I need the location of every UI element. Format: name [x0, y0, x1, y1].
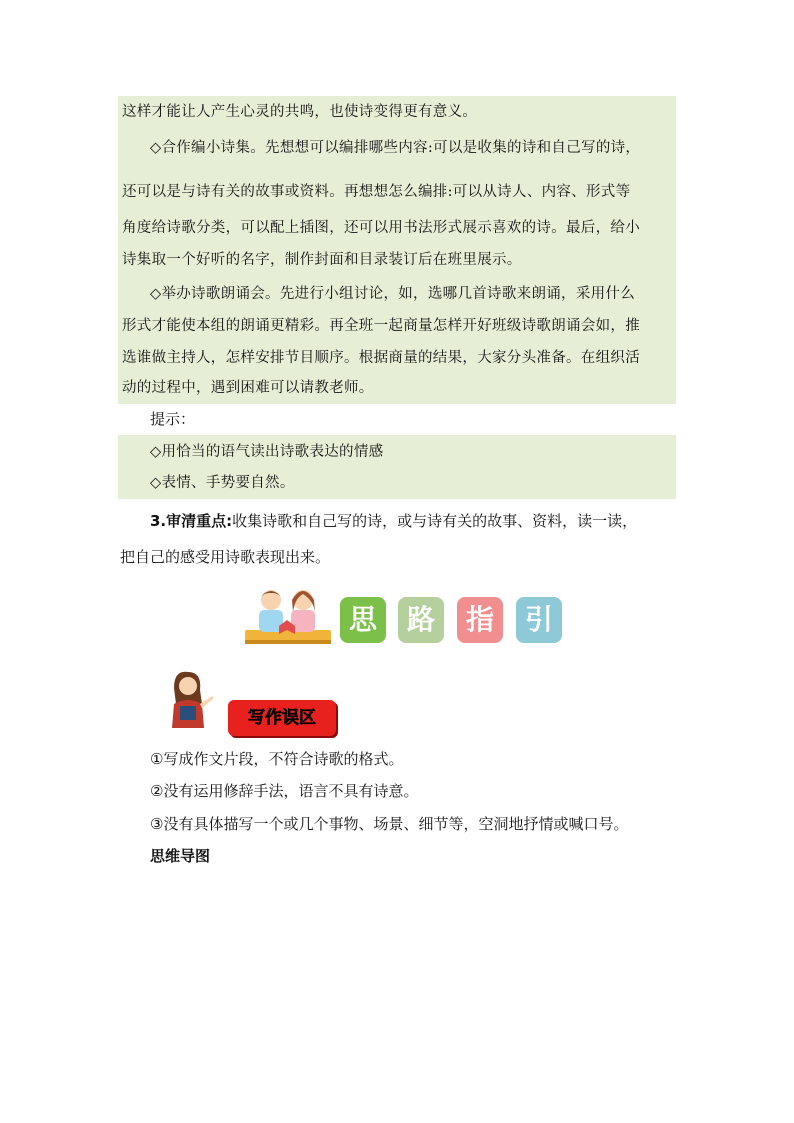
band-line: ◇合作编小诗集。先想想可以编排哪些内容:可以是收集的诗和自己写的诗，	[150, 140, 641, 156]
pitfall-label: 写作误区	[248, 708, 316, 728]
focus-line-2: 把自己的感受用诗歌表现出来。	[120, 548, 331, 566]
band-line: 选谁做主持人，怎样安排节目顺序。根据商量的结果，大家分头准备。在组织活	[122, 350, 640, 366]
band-line: 形式才能使本组的朗诵更精彩。再全班一起商量怎样开好班级诗歌朗诵会如，推	[122, 318, 640, 334]
focus-line-1	[150, 510, 637, 532]
tip-line: ◇用恰当的语气读出诗歌表达的情感	[150, 444, 384, 460]
band-line: 这样才能让人产生心灵的共鸣，也使诗变得更有意义。	[122, 104, 478, 120]
band-line: ◇举办诗歌朗诵会。先进行小组讨论，如，选哪几首诗歌来朗诵，采用什么	[150, 286, 636, 302]
band-line: 诗集取一个好听的名字，制作封面和目录装订后在班里展示。	[122, 252, 522, 268]
pitfall-badge	[228, 700, 336, 736]
students-reading-illustration	[243, 586, 333, 648]
band-line: 还可以是与诗有关的故事或资料。再想想怎么编排:可以从诗人、内容、形式等	[122, 184, 631, 200]
tips-label: 提示：	[150, 410, 196, 428]
focus-text: 收集诗歌和自己写的诗，或与诗有关的故事、资料，读一读，	[232, 512, 638, 530]
band-line: 角度给诗歌分类，可以配上插图，还可以用书法形式展示喜欢的诗。最后，给小	[122, 220, 640, 236]
tip-line: ◇表情、手势要自然。	[150, 475, 295, 491]
band-line: 动的过程中，遇到困难可以请教老师。	[122, 380, 374, 396]
mindmap-label: 思维导图	[150, 847, 211, 865]
focus-label: 3.审清重点:	[150, 512, 233, 530]
activity-band	[118, 96, 676, 404]
guide-tile-yin: 引	[516, 597, 562, 643]
tips-band	[118, 435, 676, 499]
pitfall-item: ①写成作文片段，不符合诗歌的格式。	[150, 750, 404, 768]
guide-tile-si: 思	[340, 597, 386, 643]
pitfall-item: ③没有具体描写一个或几个事物、场景、细节等，空洞地抒情或喊口号。	[150, 815, 629, 833]
teacher-illustration	[166, 670, 216, 728]
guide-tile-zhi: 指	[457, 597, 503, 643]
guide-tile-lu: 路	[398, 597, 444, 643]
pitfall-item: ②没有运用修辞手法，语言不具有诗意。	[150, 782, 419, 800]
